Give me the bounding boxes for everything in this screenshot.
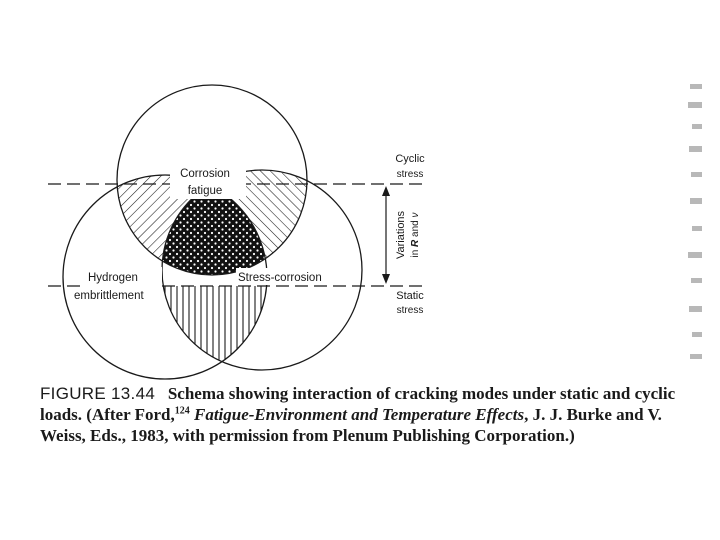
variations-label: Variations — [395, 210, 407, 260]
caption-italic-title: Fatigue-Environment and Temperature Effects — [193, 405, 525, 424]
variations-sublabel: in R and ν — [410, 212, 421, 258]
figure-label: FIGURE 13.44 — [40, 384, 156, 403]
static-label: Static — [396, 290, 424, 302]
hydrogen-label: Hydrogen — [88, 272, 138, 284]
cyclic-label: Cyclic — [395, 153, 425, 165]
caption-text-1: Schema showing interaction of cracking modes under static and cyclic loads. (After Ford, — [40, 384, 676, 424]
page-edge-bleed — [686, 80, 720, 370]
stress-corrosion-label: Stress-corrosion — [238, 272, 322, 284]
corrosion-fatigue-label: Corrosion — [180, 168, 230, 180]
variation-arrow — [382, 186, 390, 284]
corrosion-fatigue-label-2: fatigue — [187, 185, 223, 197]
static-stress-sublabel: stress — [396, 305, 424, 316]
figure-caption — [40, 383, 690, 446]
hydrogen-label-2: embrittlement — [74, 290, 144, 302]
cyclic-stress-sublabel: stress — [396, 169, 424, 180]
caption-text-2: , J. J. Burke and V. Weiss, Eds., 1983, with permission from Plenum Publishing Corporation.) — [40, 405, 662, 445]
caption-reference: 124 — [174, 405, 190, 417]
